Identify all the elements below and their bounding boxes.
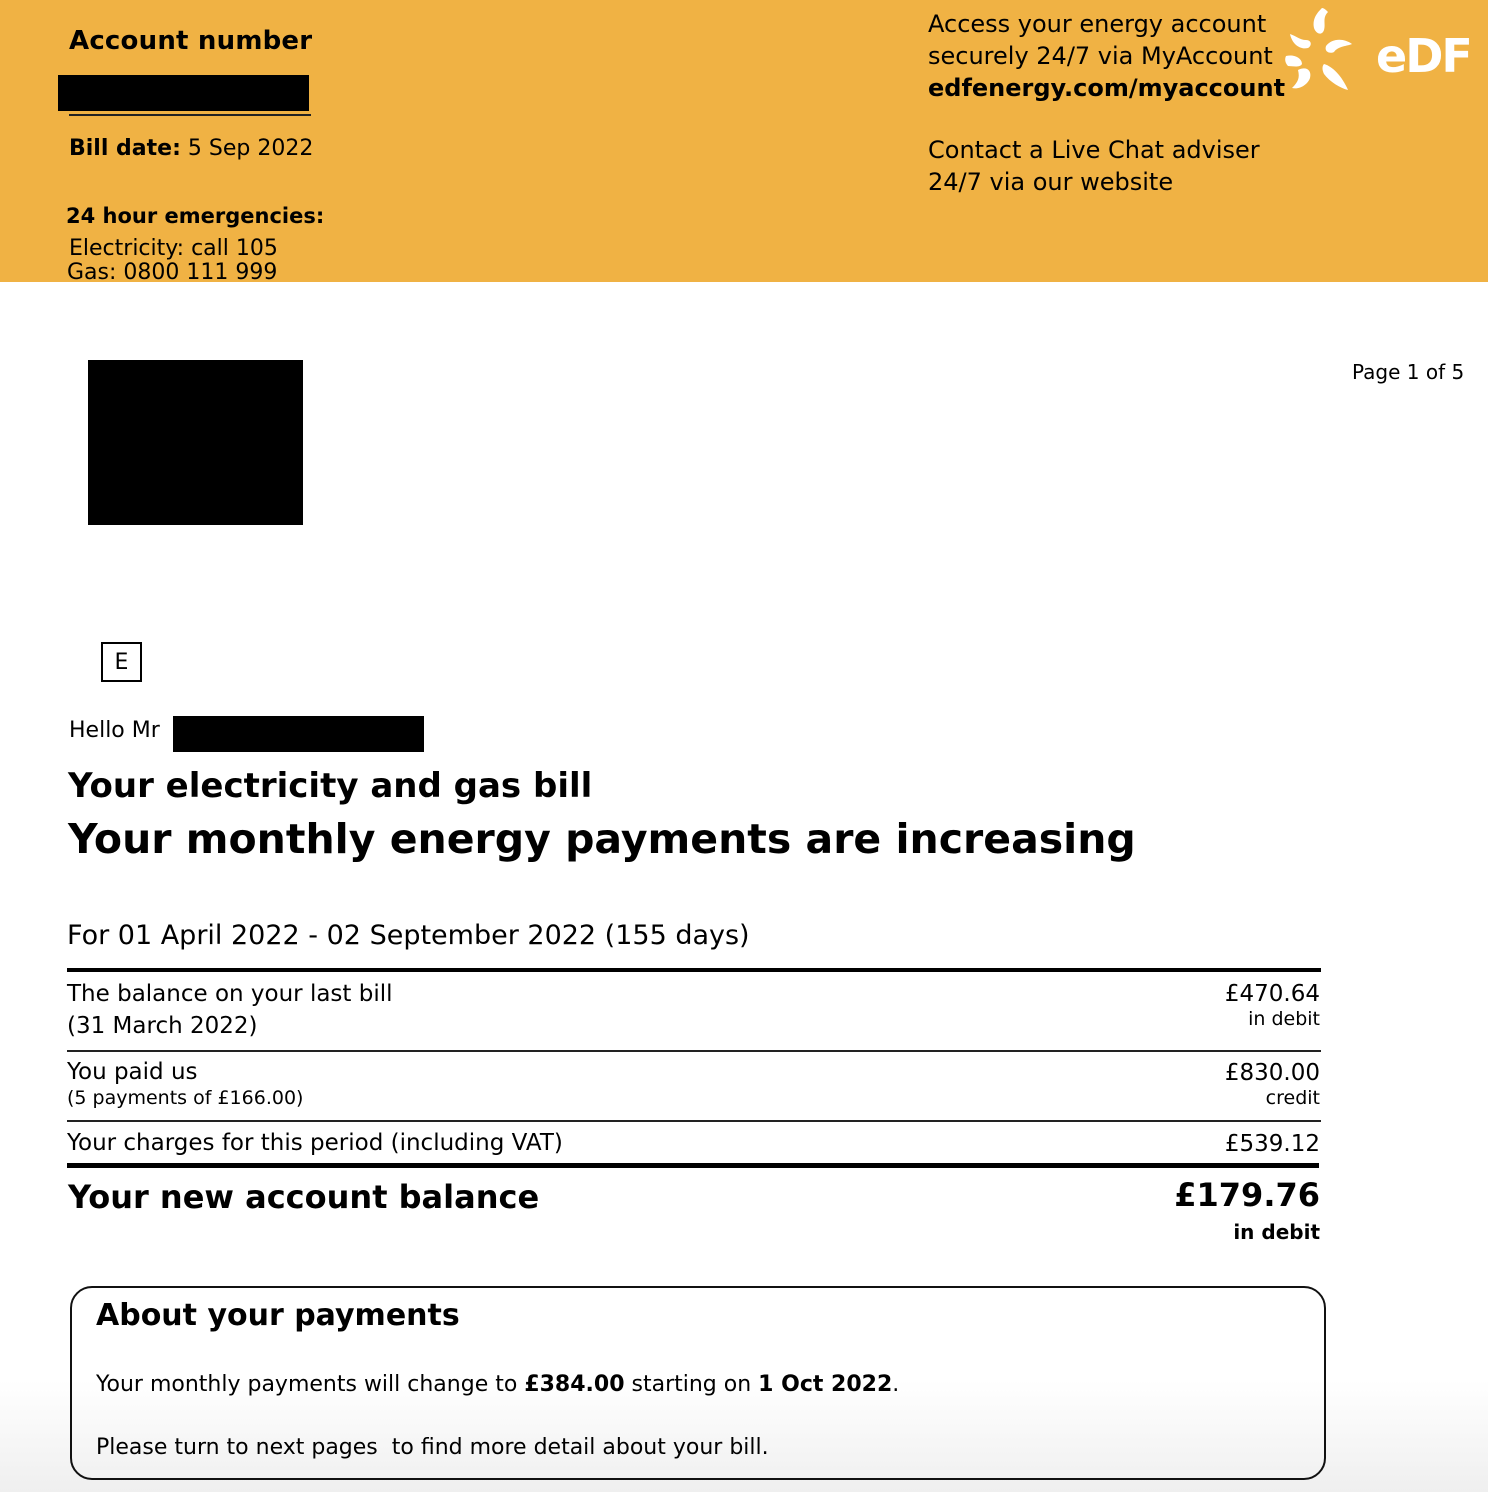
payment-change-suffix: . xyxy=(892,1372,900,1397)
payment-change-prefix: Your monthly payments will change to xyxy=(96,1372,525,1397)
myaccount-line1: Access your energy account xyxy=(928,10,1267,38)
edf-logo-text: eDF xyxy=(1376,29,1471,83)
table-top-rule xyxy=(67,968,1321,972)
edf-logo xyxy=(1278,4,1478,96)
last-balance-amount xyxy=(1225,981,1320,1031)
livechat-line1: Contact a Live Chat adviser xyxy=(928,136,1260,164)
headline: Your monthly energy payments are increasing xyxy=(68,815,1136,863)
billing-period: For 01 April 2022 - 02 September 2022 (155 days) xyxy=(67,920,750,951)
row-amount: £830.00 xyxy=(1224,1060,1320,1086)
payment-change-text xyxy=(96,1372,899,1397)
myaccount-info xyxy=(928,8,1285,104)
row-status: in debit xyxy=(1248,1008,1320,1030)
myaccount-link[interactable]: edfenergy.com/myaccount xyxy=(928,74,1286,102)
account-number-underline xyxy=(69,114,311,116)
emergencies-title: 24 hour emergencies: xyxy=(66,204,325,228)
edf-flower-icon xyxy=(1278,4,1478,96)
next-pages-text: Please turn to next pages to find more detail about your bill. xyxy=(96,1435,769,1460)
charges-amount xyxy=(1225,1131,1320,1157)
row-label: The balance on your last bill xyxy=(67,981,393,1007)
payments-amount xyxy=(1225,1060,1320,1110)
address-redacted xyxy=(88,360,303,525)
payment-start-date: 1 Oct 2022 xyxy=(758,1372,893,1397)
greeting: Hello Mr xyxy=(69,718,160,743)
summary-row-payments xyxy=(67,1057,303,1109)
bill-date xyxy=(69,136,313,161)
new-balance-status: in debit xyxy=(1233,1220,1320,1244)
table-rule xyxy=(67,1120,1321,1122)
payment-change-mid: starting on xyxy=(624,1372,759,1397)
bill-title: Your electricity and gas bill xyxy=(68,766,593,806)
new-balance-label: Your new account balance xyxy=(68,1178,540,1216)
row-amount: £470.64 xyxy=(1224,981,1320,1007)
emergency-gas: Gas: 0800 111 999 xyxy=(67,261,278,282)
livechat-line2: 24/7 via our website xyxy=(928,168,1174,196)
row-sublabel: (31 March 2022) xyxy=(67,1013,258,1039)
row-sublabel: (5 payments of £166.00) xyxy=(67,1087,304,1109)
account-number-redacted xyxy=(58,75,309,111)
page-number: Page 1 of 5 xyxy=(1352,360,1465,384)
summary-row-charges xyxy=(67,1127,563,1159)
postal-mark: E xyxy=(101,642,142,682)
about-payments-title: About your payments xyxy=(96,1298,460,1333)
row-label: Your charges for this period (including VAT) xyxy=(67,1130,563,1156)
emergency-electricity: Electricity: call 105 xyxy=(69,236,278,261)
myaccount-line2: securely 24/7 via MyAccount xyxy=(928,42,1273,70)
livechat-info xyxy=(928,134,1260,198)
bill-date-label: Bill date: xyxy=(69,136,181,161)
row-label: You paid us xyxy=(67,1059,198,1085)
customer-name-redacted xyxy=(173,716,424,752)
new-balance-amount: £179.76 xyxy=(1174,1176,1320,1214)
table-rule xyxy=(67,1050,1321,1052)
table-bottom-rule xyxy=(67,1163,1319,1168)
row-status: credit xyxy=(1265,1087,1320,1109)
bill-date-value: 5 Sep 2022 xyxy=(187,136,314,161)
account-number-label: Account number xyxy=(69,26,313,56)
summary-row-last-balance xyxy=(67,978,393,1042)
row-amount: £539.12 xyxy=(1224,1131,1320,1157)
new-monthly-amount: £384.00 xyxy=(524,1372,625,1397)
